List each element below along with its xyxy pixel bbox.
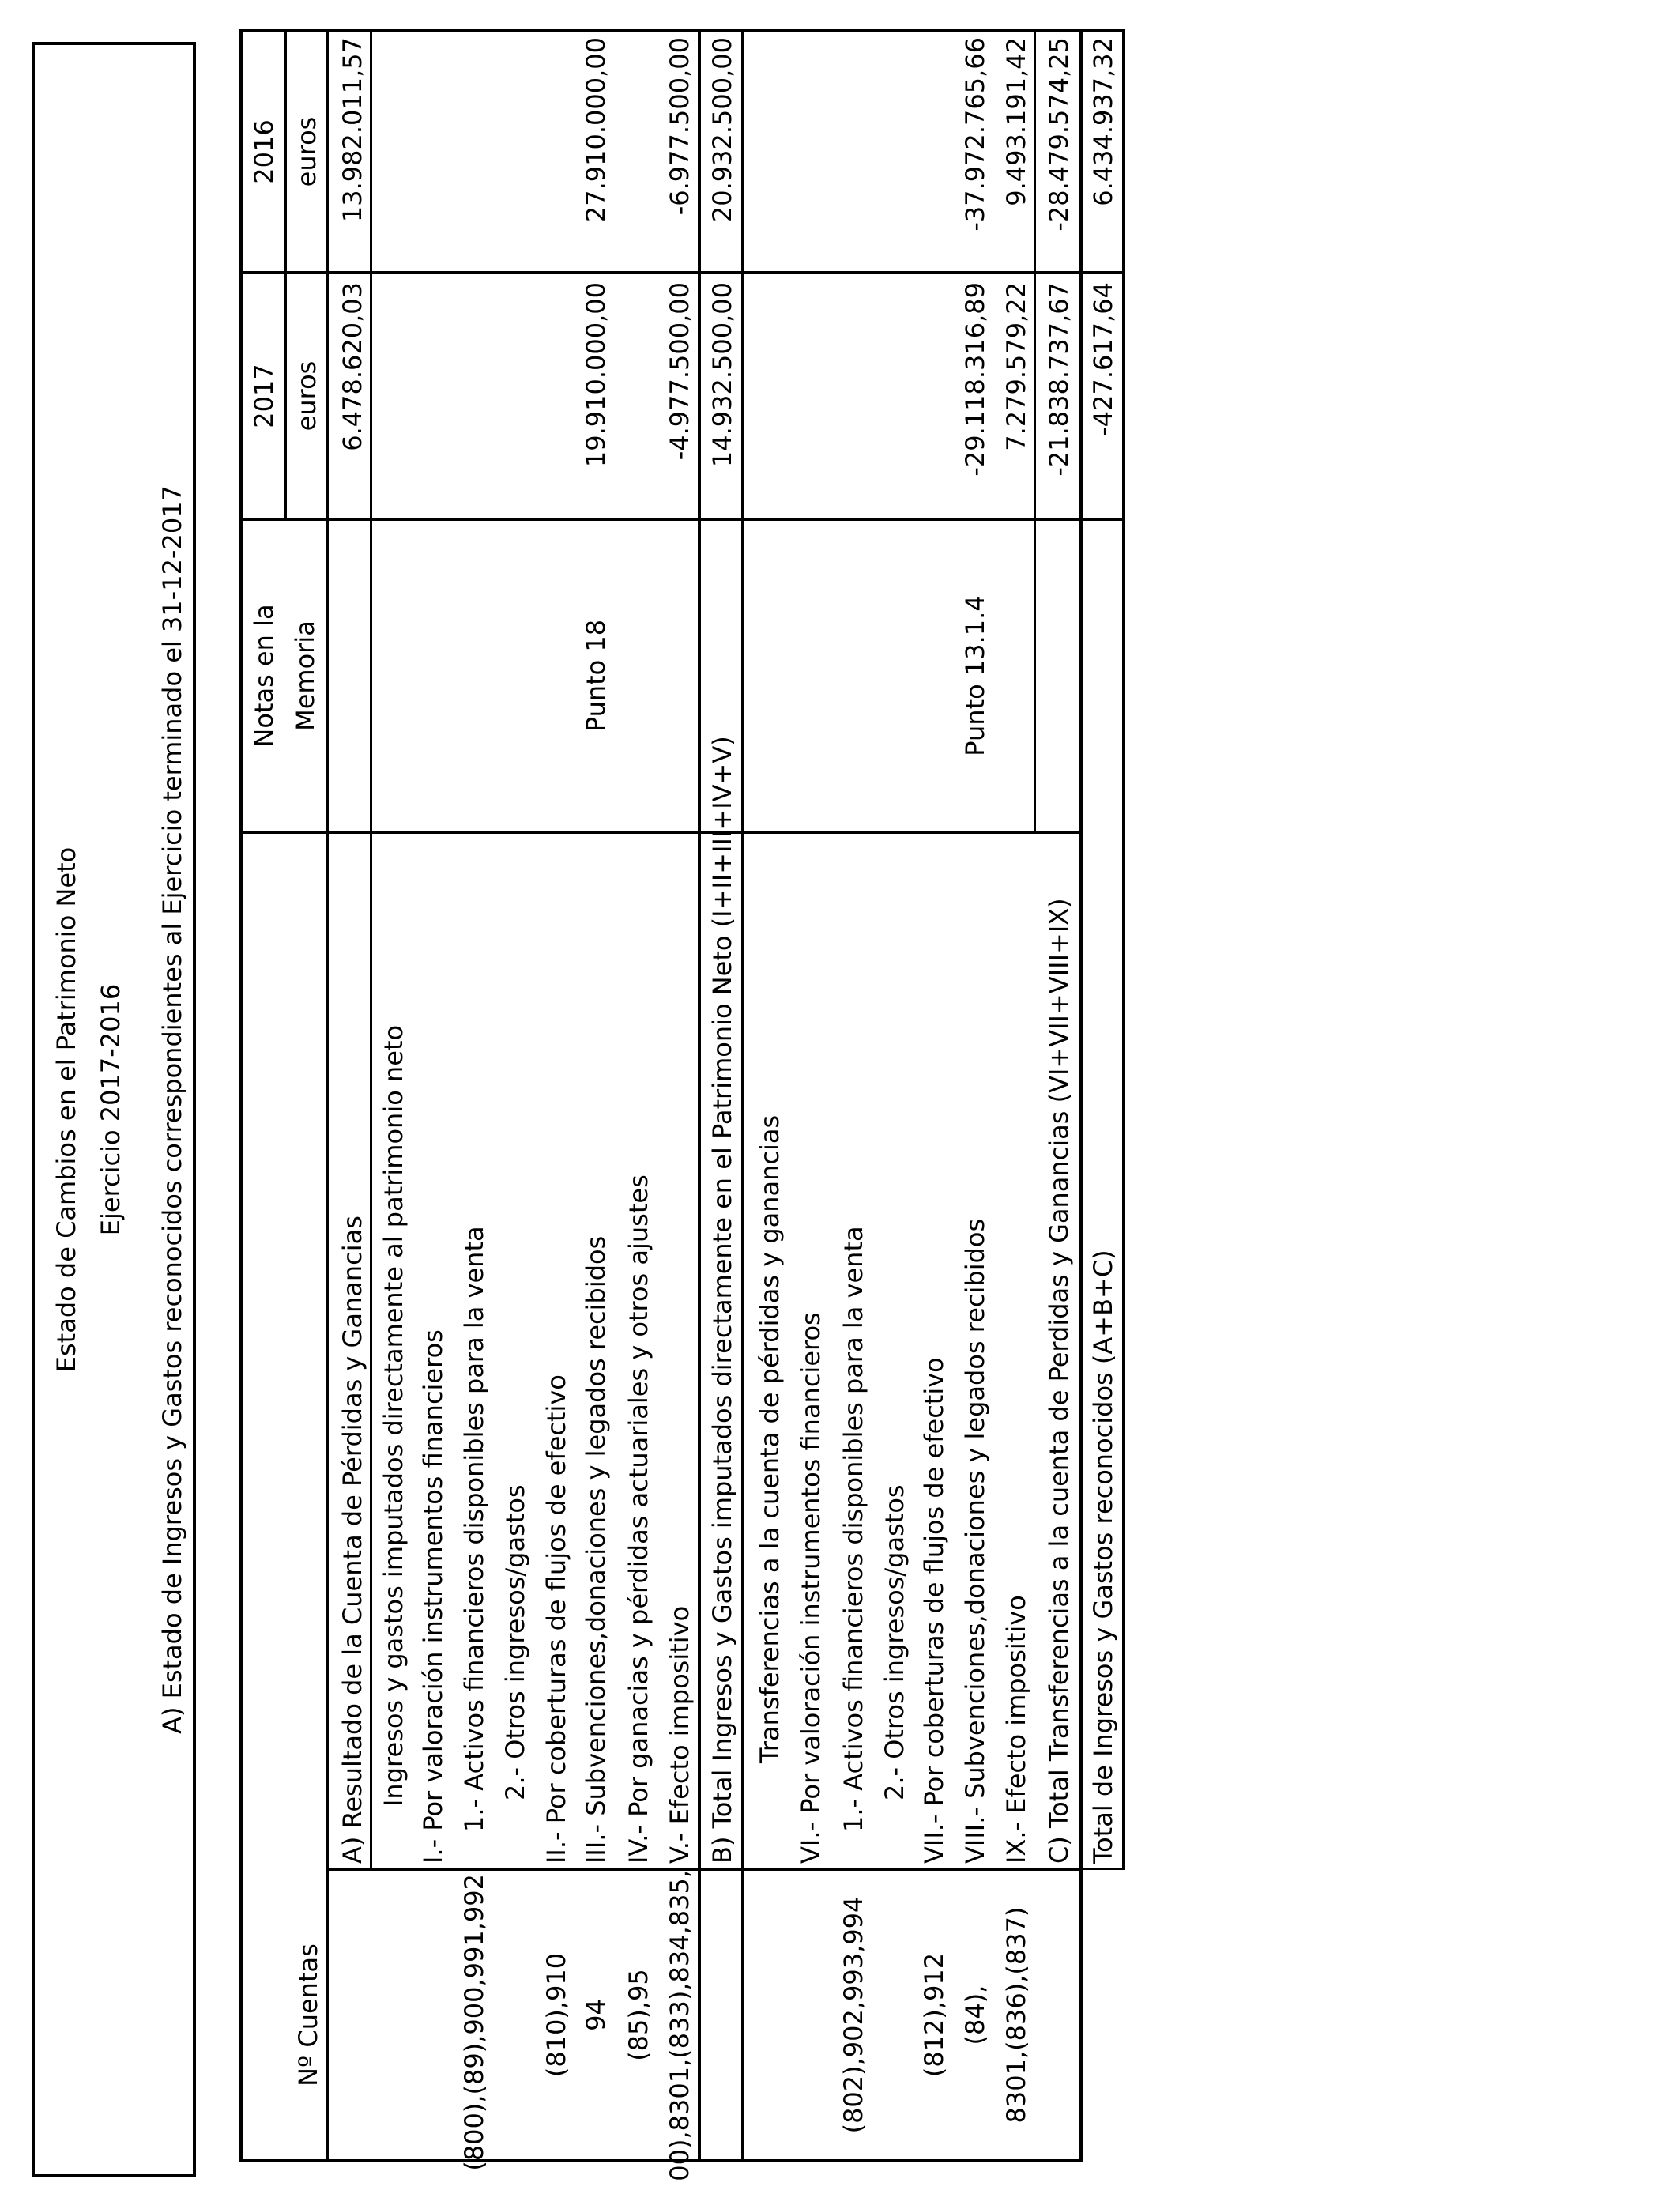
row-b-top: [698, 29, 701, 2162]
row-a-2017: 6.478.620,03: [337, 282, 367, 451]
row-viii-2017: -29.118.316,89: [960, 282, 990, 477]
row-iii-nota: Punto 18: [581, 619, 611, 733]
header-bottom: [326, 29, 329, 2162]
col-sep-notas: [239, 831, 1080, 834]
row-viii-label: VIII.- Subvenciones,donaciones y legados recibidos: [960, 1218, 990, 1864]
row-c-label: C) Total Transferencias a la cuenta de Perdidas y Ganancias (VI+VII+VIII+IX): [1044, 898, 1074, 1864]
report-title: Estado de Cambios en el Patrimonio Neto: [51, 846, 81, 1373]
row-vii-label: VII.- Por coberturas de flujos de efectivo: [919, 1357, 949, 1864]
col-unit-2017: euros: [292, 360, 322, 432]
row-i1-acct: (800),(89),900,991,992: [459, 1874, 489, 2171]
years-sep-right: [284, 29, 287, 274]
col-header-notas-2: Memoria: [290, 620, 320, 731]
col-header-cuentas: Nº Cuentas: [293, 1943, 323, 2087]
row-iv-acct: (85),95: [623, 1969, 654, 2061]
row-c-2017: -21.838.737,67: [1044, 282, 1074, 477]
row-b-2016: 20.932.500,00: [707, 37, 737, 223]
section-transferencias-header: Transferencias a la cuenta de pérdidas y ganancias: [755, 1114, 785, 1763]
row-b-label: B) Total Ingresos y Gastos imputados directamente en el Patrimonio Neto (I+II+III+IV+V): [707, 736, 737, 1864]
row-b-2017: 14.932.500,00: [707, 282, 737, 468]
row-viii-acct: (84),: [960, 1985, 990, 2045]
row-a-2016: 13.982.011,57: [337, 37, 367, 223]
section-ingresos-header: Ingresos y gastos imputados directamente al patrimonio neto: [379, 1024, 409, 1807]
col-header-2016: 2016: [249, 119, 279, 184]
col-sep-2017: [239, 518, 1124, 521]
row-ix-2016: 9.493.191,42: [1001, 37, 1031, 206]
row-ii-label: II.- Por coberturas de flujos de efectivo: [541, 1374, 571, 1864]
border-top-right: [239, 29, 243, 834]
report-subtitle: A) Estado de Ingresos y Gastos reconocidos correspondientes al Ejercicio terminado el 31-12-2017: [157, 485, 187, 1734]
col-header-2017: 2017: [249, 364, 279, 428]
row-total-2017: -427.617,64: [1088, 282, 1118, 436]
row-total-left: [1079, 1868, 1125, 1870]
row-ix-2017: 7.279.579,22: [1001, 282, 1031, 451]
row-ii-acct: (810),910: [541, 1952, 571, 2078]
row-iv-label: IV.- Por ganacias y pérdidas actuariales y otros ajustes: [623, 1174, 654, 1864]
row-ix-label: IX.- Efecto impositivo: [1001, 1595, 1031, 1864]
row-total-label: Total de Ingresos y Gastos reconocidos (A+B+C): [1088, 1250, 1118, 1864]
years-sep-left: [284, 274, 287, 521]
col-header-notas-1: Notas en la: [249, 604, 279, 748]
row-b-bottom: [741, 29, 744, 2162]
row-c-top: [1034, 29, 1036, 834]
row-vi1-acct: (802),902,993,994: [838, 1896, 868, 2134]
border-left: [239, 2159, 1081, 2162]
row-total-bottom: [1122, 29, 1125, 1870]
row-v-acct: 00),8301,(833),834,835,: [665, 1870, 695, 2181]
col-unit-2016: euros: [292, 116, 322, 187]
row-viii-nota: Punto 13.1.4: [960, 595, 990, 756]
row-i2-label: 2.- Otros ingresos/gastos: [500, 1484, 530, 1800]
row-iii-2017: 19.910.000,00: [581, 282, 611, 468]
row-ix-acct: 8301,(836),(837): [1001, 1906, 1031, 2124]
row-iii-acct: 94: [581, 1999, 611, 2031]
row-i-label: I.- Por valoración instrumentos financieros: [418, 1329, 448, 1864]
row-vi-label: VI.- Por valoración instrumentos financieros: [796, 1312, 826, 1864]
row-viii-2016: -37.972.765,66: [960, 37, 990, 232]
row-v-2016: -6.977.500,00: [665, 37, 695, 216]
row-c-2016: -28.479.574,25: [1044, 37, 1074, 232]
row-vii-acct: (812),912: [919, 1952, 949, 2078]
row-iii-label: III.- Subvenciones,donaciones y legados recibidos: [581, 1235, 611, 1864]
col-sep-2016: [239, 271, 1124, 274]
border-right: [239, 29, 1124, 32]
row-a-bottom: [370, 29, 372, 1870]
row-vi1-label: 1.- Activos financieros disponibles para la venta: [838, 1226, 868, 1832]
row-v-label: V.- Efecto impositivo: [665, 1605, 695, 1864]
row-iii-2016: 27.910.000,00: [581, 37, 611, 223]
report-period: Ejercicio 2017-2016: [96, 983, 126, 1236]
row-a-label: A) Resultado de la Cuenta de Pérdidas y Ganancias: [337, 1216, 367, 1864]
row-vi2-label: 2.- Otros ingresos/gastos: [880, 1484, 910, 1800]
row-total-2016: 6.434.937,32: [1088, 37, 1118, 206]
row-c-bottom: [1079, 29, 1083, 2162]
row-v-2017: -4.977.500,00: [665, 282, 695, 461]
row-i1-label: 1.- Activos financieros disponibles para la venta: [459, 1226, 489, 1832]
